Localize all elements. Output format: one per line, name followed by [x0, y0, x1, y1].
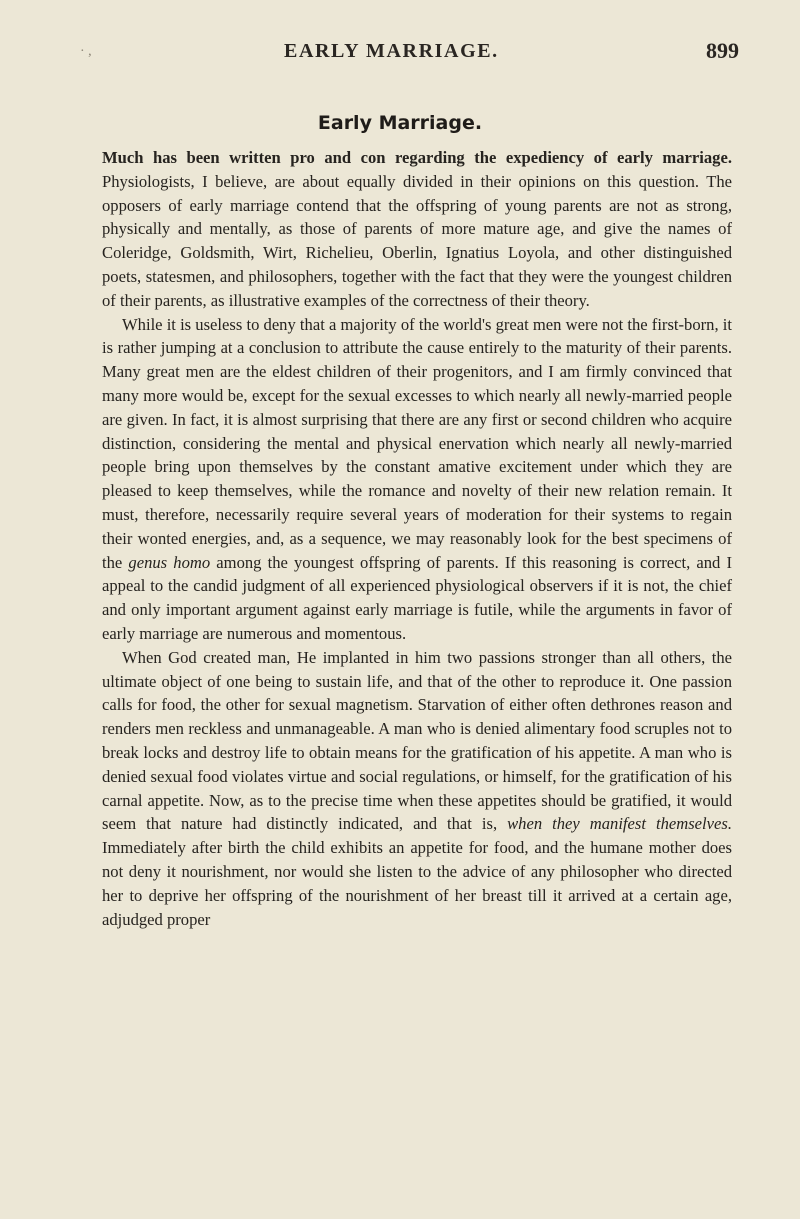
- text-run: While it is useless to deny that a majority of the world's great men were not the first-born, it is rather jumping at a conclusion to attribute the cause entirely to the maturity of their parents. Many great men are the eldest children of their progenitors, and I am firmly convinced that many more would be, except for the sexual excesses to which nearly all newly-married people are given. In fact, it is almost surprising that there are any first or second children who acquire distinction, considering the mental and physical enervation which nearly all newly-married people bring upon themselves by the constant amative excitement under which they are pleased to keep themselves, while the romance and novelty of their new relation remain. It must, therefore, necessarily require several years of moderation for their systems to regain their wonted energies, and, as a sequence, we may reasonably look for the best specimens of the: [102, 314, 732, 572]
- running-title: EARLY MARRIAGE.: [284, 40, 499, 62]
- italic-phrase: when they manifest themselves.: [507, 814, 732, 834]
- text-run: Much has been written pro and con regarding the expediency of early marriage. Physiologists, I believe, are about equally divided in their opinions on this question. The opposers of early marriage contend that the offspring of young parents are not as strong, physically and mentally, as those of parents of more mature age, and give the names of Coleridge, Goldsmith, Wirt, Richelieu, Oberlin, Ignatius Loyola, and other distinguished poets, statesmen, and philosophers, together with the fact that they were the youngest children of their parents, as illustrative examples of the correctness of their theory.: [102, 148, 732, 310]
- text-run: When God created man, He implanted in him two passions stronger than all others, the ultimate object of one being to sustain life, and that of the other to reproduce it. One passion calls for food, the other for sexual magnetism. Starvation of either often dethrones reason and renders men reckless and unmanageable. A man who is denied alimentary food scruples not to break locks and destroy life to obtain means for the gratification of his appetite. A man who is denied sexual food violates virtue and social regulations, or himself, for the gratification of his carnal appetite. Now, as to the precise time when these appetites should be gratified, it would seem that nature had distinctly indicated, and that is,: [102, 647, 732, 834]
- running-head: [0, 40, 800, 70]
- article-body: [102, 146, 732, 931]
- text-run: Immediately after birth the child exhibits an appetite for food, and the humane mother does not deny it nourishment, nor would she listen to the advice of any philosopher who directed her to deprive her offspring of the nourishment of her breast till it arrived at a certain age, adjudged proper: [102, 838, 732, 929]
- text-run: among the youngest offspring of parents. If this reasoning is correct, and I appeal to the candid judgment of all experienced physiological observers if it is not, the chief and only important argument against early marriage is futile, while the arguments in favor of early marriage are numerous and momentous.: [102, 552, 733, 643]
- paragraph-3: [102, 646, 732, 932]
- italic-phrase: genus homo: [128, 552, 211, 572]
- paragraph-1: [102, 146, 732, 313]
- corner-mark: · ,: [80, 44, 92, 59]
- article-title: Early Marriage.: [317, 112, 483, 134]
- page-number: 899: [706, 38, 739, 63]
- paragraph-2: [102, 313, 732, 646]
